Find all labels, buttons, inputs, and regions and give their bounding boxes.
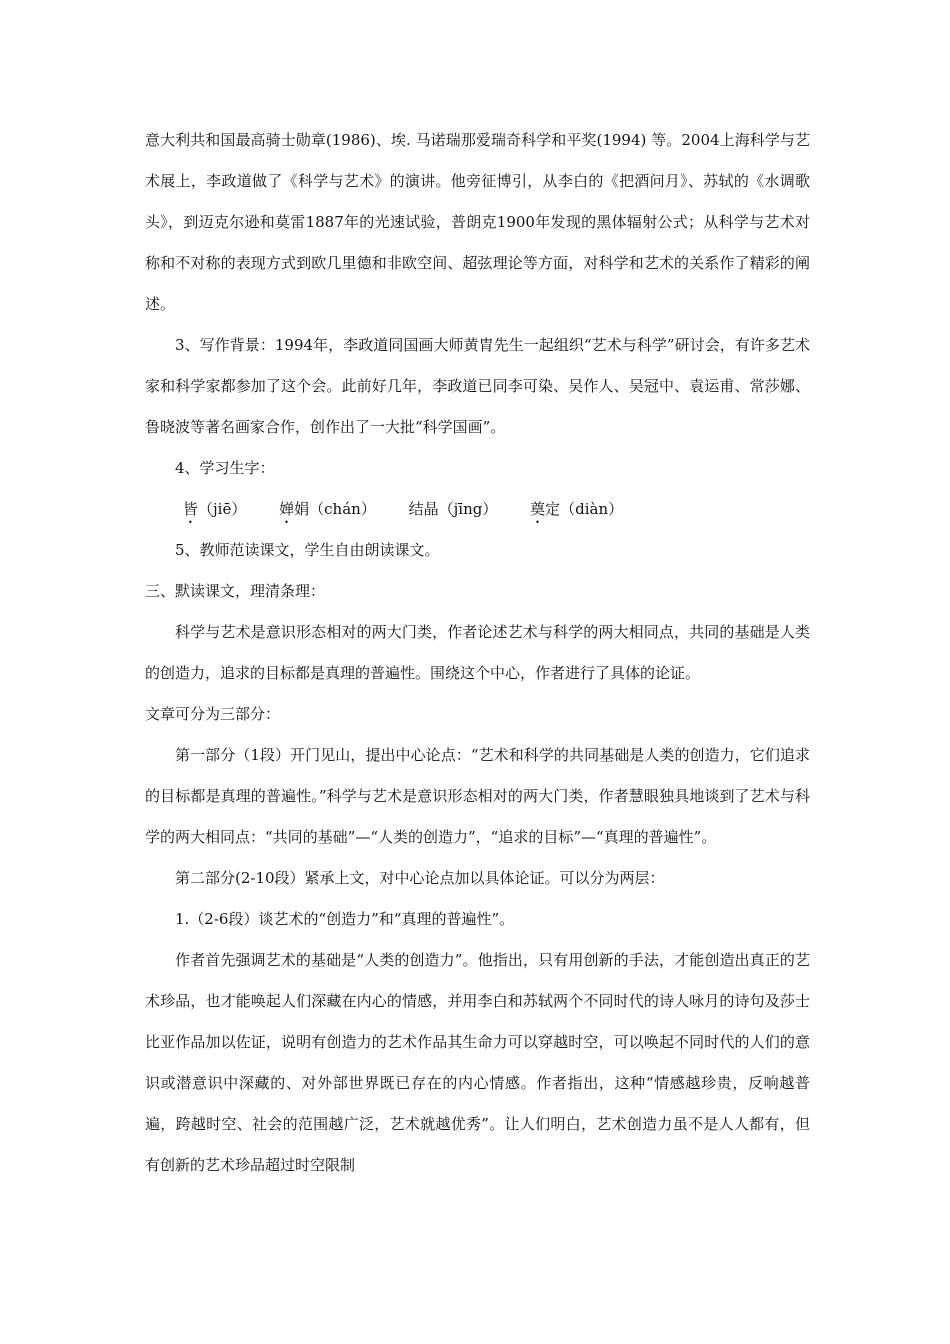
paragraph-vocab-heading: 4、学习生字： <box>175 459 275 477</box>
paragraph-structure-intro: 文章可分为三部分： <box>145 705 281 723</box>
vocab-row <box>145 489 810 530</box>
paragraph-teacher-reading: 5、教师范读课文，学生自由朗读课文。 <box>175 541 440 559</box>
vocab-item: 结晶（jīng） <box>408 500 498 518</box>
paragraph-main-idea: 科学与艺术是意识形态相对的两大门类，作者论述艺术与科学的两大相同点，共同的基础是人类的创造力，追求的目标都是真理的普遍性。围绕这个中心，作者进行了具体的论证。 <box>145 623 810 682</box>
vocab-item: 皆（jiē） <box>183 500 247 518</box>
paragraph-part-one: 第一部分（1段）开门见山，提出中心论点：“艺术和科学的共同基础是人类的创造力，它们追求的目标都是真理的普遍性。”科学与艺术是意识形态相对的两大门类，作者慧眼独具地谈到了艺术与科学的两大相同点：“共同的基础”—“人类的创造力”，“追求的目标”—“真理的普遍性”。 <box>145 746 810 846</box>
vocab-item: 奠定（diàn） <box>530 500 624 518</box>
paragraph-part-two: 第二部分(2-10段）紧承上文，对中心论点加以具体论证。可以分为两层： <box>175 869 665 887</box>
paragraph-layer-one: 1.（2-6段）谈艺术的“创造力”和“真理的普遍性”。 <box>175 910 515 928</box>
paragraph-awards: 意大利共和国最高骑士勋章(1986)、埃. 马诺瑞那爱瑞奇科学和平奖(1994) 等。2004上海科学与艺术展上，李政道做了《科学与艺术》的演讲。他旁征博引，从李白的《把酒问月》、苏轼的《水调歌头》，到迈克尔逊和莫雷1887年的光速试验，普朗克1900年发现的黑体辐射公式；从科学与艺术对称和不对称的表现方式到欧几里德和非欧空间、超弦理论等方面，对科学和艺术的关系作了精彩的阐述。 <box>145 131 810 313</box>
vocab-item: 婵娟（chán） <box>279 500 376 518</box>
section-heading-3: 三、默读课文，理清条理： <box>145 582 326 600</box>
paragraph-art-creativity: 作者首先强调艺术的基础是“人类的创造力”。他指出，只有用创新的手法，才能创造出真正的艺术珍品，也才能唤起人们深藏在内心的情感，并用李白和苏轼两个不同时代的诗人咏月的诗句及莎士比亚作品加以佐证，说明有创造力的艺术作品其生命力可以穿越时空，可以唤起不同时代的人们的意识或潜意识中深藏的、对外部世界既已存在的内心情感。作者指出，这种“情感越珍贵，反响越普遍，跨越时空、社会的范围越广泛，艺术就越优秀”。让人们明白，艺术创造力虽不是人人都有，但有创新的艺术珍品超过时空限制 <box>145 951 810 1174</box>
document-body <box>145 120 810 1186</box>
paragraph-writing-background: 3、写作背景：1994年，李政道同国画大师黄胄先生一起组织“艺术与科学”研讨会，有许多艺术家和科学家都参加了这个会。此前好几年，李政道已同李可染、吴作人、吴冠中、袁运甫、常莎娜、鲁晓波等著名画家合作，创作出了一大批“科学国画”。 <box>145 336 810 436</box>
